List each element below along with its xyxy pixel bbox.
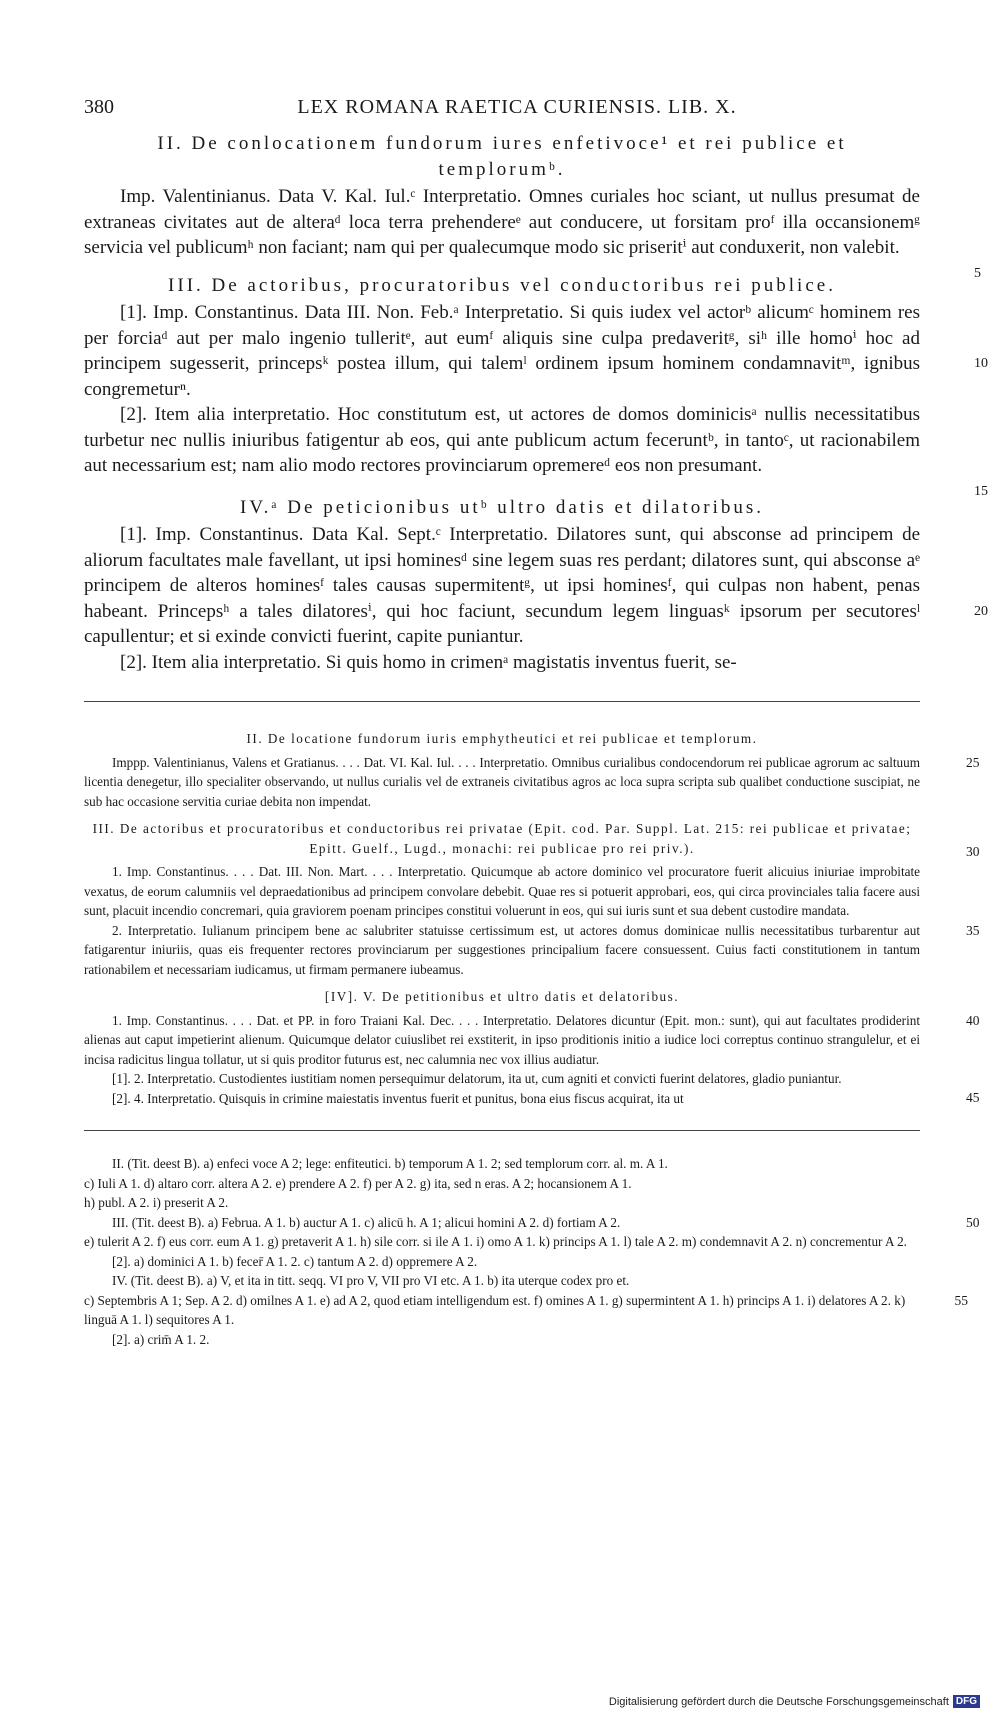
line-number: 15 bbox=[974, 484, 988, 499]
line-number: 40 bbox=[966, 1012, 980, 1028]
page bbox=[84, 96, 988, 1349]
title-ii-line2: templorumᵇ. bbox=[438, 158, 566, 180]
apparatus-ii-body: Imppp. Valentinianus, Valens et Gratianus. . . . Dat. VI. Kal. Iul. . . . Interpretatio. Omnibus curialibus condocendorum rei publicae agrorum ac saltuum licentia denegetur, illo specialiter observando, ut nullus curialis vel de extraneis civitatibus agros ac loca supra scripta sub qualibet conductione suscipiat, ne sub hac occasione servitia curiae debita non impendat. bbox=[84, 754, 920, 809]
apparatus-iii-p1-body: 1. Imp. Constantinus. . . . Dat. III. Non. Mart. . . . Interpretatio. Quicumque ab actore dominico vel procuratore fuerit alicuius iniuriae improbitate vexatus, de eorum calumniis vel depraedationibus ad principem convolare debebit. Quae res si potuerit approbari, eos, qui circa provinciales talia facere ausi sunt, placuit incendio concremari, quia graviorem poenam principes constitui voluerunt in eos, qui sui iuris sunt et sua debent custodire mandata. bbox=[84, 864, 920, 918]
title-ii-line1: II. De conlocationem fundorum iures enfetivoce¹ et rei publice et bbox=[157, 133, 847, 154]
apparatus-title-iv: [IV]. V. De petitionibus et ultro datis et delatoribus. bbox=[324, 989, 680, 1004]
section-ii-text bbox=[84, 184, 981, 281]
note-iv-line2-text: c) Septembris A 1; Sep. A 2. d) omilnes A 1. e) ad A 2, quod etiam intelligendum est. f) omines A 1. g) supermintent A 1. h) princips A 1. i) delatores A 2. k) linguā A 1. l) sequitores A 1. bbox=[84, 1292, 906, 1327]
apparatus-iv-p1-body: 1. Imp. Constantinus. . . . Dat. et PP. in foro Traiani Kal. Dec. . . . Interpretatio. Delatores dicuntur (Epit. mon.: sunt), qui aut facultates prodiderint alienas aut caput impetierint alienum. Quicumque delator cuiuslibet rei exstiterit, in ipso proditionis initio a iudice loci correptus continuo strangulelur, et ei incisa radicitus lingua tollatur, ut si quis proditor futurus est, nec calumnia nec vox illius audiatur. bbox=[84, 1012, 920, 1067]
note-iv-line2 bbox=[84, 1291, 968, 1330]
apparatus-iii-p2 bbox=[84, 921, 980, 980]
section-iii-p1-body: [1]. Imp. Constantinus. Data III. Non. Feb.ᵃ Interpretatio. Si quis iudex vel actorᵇ alicumᶜ hominem res per forciaᵈ aut per malo ingenio tulleritᵉ, aut eumᶠ aliquis sine culpa predaveritᵍ, siʰ ille homoⁱ hoc ad principem sugesserit, princepsᵏ postea illum, qui talemˡ ordinem ipsum hominem condamnavitᵐ, ignibus congremeturⁿ. bbox=[84, 302, 920, 400]
apparatus-title-ii: II. De locatione fundorum iuris emphytheutici et rei publicae et templorum. bbox=[246, 731, 758, 746]
apparatus-iv-p3: [2]. 4. Interpretatio. Quisquis in crimine maiestatis inventus fuerit et punitus, bona eius fiscus acquirat, ita ut bbox=[112, 1090, 684, 1106]
line-number: 35 bbox=[966, 922, 980, 938]
section-iv-p2: [2]. Item alia interpretatio. Si quis homo in crimenᵃ magistatis inventus fuerit, se- bbox=[120, 651, 737, 673]
line-number: 55 bbox=[954, 1292, 968, 1308]
running-header bbox=[84, 96, 920, 119]
note-iii-line1 bbox=[84, 1213, 980, 1233]
apparatus-ii-text bbox=[84, 753, 980, 812]
section-iii-p2 bbox=[84, 402, 988, 499]
apparatus-iv-p1 bbox=[84, 1011, 980, 1070]
apparatus-title-iii bbox=[84, 819, 920, 858]
apparatus-iv-p2-body: [1]. 2. Interpretatio. Custodientes iustitiam nomen persequimur delatorum, ita ut, cum agniti et convicti fuerint delatores, gladio puniantur. bbox=[112, 1071, 842, 1086]
section-iii-p2-body: [2]. Item alia interpretatio. Hoc constitutum est, ut actores de domos dominicisᵃ nullis necessitatibus turbetur nec nullis iniuribus fatigentur ab eos, qui ante publicum actum feceruntᵇ, in tantoᶜ, ut racionabilem aut necessarium est; nam alio modo rectores provinciarum opremereᵈ eos non presumant. bbox=[84, 404, 920, 476]
apparatus-iii-p2-body: 2. Interpretatio. Iulianum principem bene ac salubriter statuisse certissimum est, ut actores domus dominicae nullis necessitatibus turbarentur aut fatigarentur iniuriis, quas eis frequenter rectores provinciarum per suggestiones principalium facere consuessent. Cuius facti constitutionem in tantum rationabilem et necessariam iudicamus, ut firmam permanere iubeamus. bbox=[84, 922, 920, 977]
main-text bbox=[84, 131, 988, 675]
line-number: 10 bbox=[974, 356, 988, 371]
digitization-footer bbox=[609, 1695, 980, 1708]
line-number: 45 bbox=[966, 1090, 980, 1105]
page-number: 380 bbox=[84, 96, 114, 118]
divider-main bbox=[84, 701, 920, 703]
dfg-logo: DFG bbox=[953, 1695, 980, 1708]
section-iv-p1 bbox=[84, 522, 988, 650]
footer-text: Digitalisierung gefördert durch die Deutsche Forschungsgemeinschaft bbox=[608, 1695, 949, 1708]
line-number: 5 bbox=[974, 266, 981, 281]
section-ii-body: Imp. Valentinianus. Data V. Kal. Iul.ᶜ Interpretatio. Omnes curiales hoc sciant, ut nullus presumat de extraneas civitates aut de alteraᵈ loca terra prehendereᵉ aut conducere, ut forsitam proᶠ illa occansionemᵍ servicia vel publicumʰ non faciant; nam qui per qualecumque modo sic priseritⁱ aut conduxerit, non valebit. bbox=[84, 186, 920, 258]
line-number: 30 bbox=[966, 844, 980, 859]
critical-notes bbox=[84, 1154, 980, 1349]
note-ii-line2: c) Iuli A 1. d) altaro corr. altera A 2. e) prendere A 2. f) per A 2. g) ita, sed n eras. A 2; hocansionem A 1. bbox=[84, 1175, 632, 1191]
note-iii-2: [2]. a) dominici A 1. b) fecer̄ A 1. 2. c) tantum A 2. d) oppremere A 2. bbox=[112, 1253, 478, 1269]
title-iv: IV.ᵃ De peticionibus utᵇ ultro datis et dilatoribus. bbox=[240, 496, 764, 518]
apparatus-title-iii-text: III. De actoribus et procuratoribus et conductoribus rei privatae (Epit. cod. Par. Suppl. Lat. 215: rei publicae et privatae; Epitt. Guelf., Lugd., monachi: rei publicae pro rei priv.). bbox=[92, 821, 912, 856]
line-number: 20 bbox=[974, 604, 988, 619]
note-ii-line3: h) publ. A 2. i) preserit A 2. bbox=[84, 1195, 229, 1210]
title-ii bbox=[84, 131, 920, 182]
note-iii-line1-text: III. (Tit. deest B). a) Februa. A 1. b) auctur A 1. c) alicū h. A 1; alicui homini A 2. d) fortiam A 2. bbox=[112, 1214, 621, 1230]
note-ii-line1: II. (Tit. deest B). a) enfeci voce A 2; lege: enfiteutici. b) temporum A 1. 2; sed templorum corr. al. m. A 1. bbox=[112, 1156, 668, 1171]
line-number: 25 bbox=[966, 754, 980, 770]
line-number: 50 bbox=[966, 1214, 980, 1230]
note-iii-line2: e) tulerit A 2. f) eus corr. eum A 1. g) pretaverit A 1. h) sile corr. si ile A 1. i) omo A 1. k) princips A 1. l) tale A 2. m) condemnavit A 2. n) concrementur A 2. bbox=[84, 1234, 907, 1249]
apparatus-iii-p1 bbox=[84, 844, 980, 921]
section-iv-p1-body: [1]. Imp. Constantinus. Data Kal. Sept.ᶜ Interpretatio. Dilatores sunt, qui absconse ad principem de aliorum facultates male favellant, ut ipsi hominesᵈ sine legem suas res perdant; dilatores sunt, qui absconse aᵉ principem de alteros hominesᶠ tales causas supermitentᵍ, ut ipsi hominesᶠ, qui culpas non habent, penas habeant. Princepsʰ a tales dilatoresⁱ, qui hoc faciunt, secundum legem linguasᵏ ipsorum per secutoresˡ capullentur; et si exinde convicti fuerint, capite puniantur. bbox=[84, 524, 920, 647]
divider-notes bbox=[84, 1130, 920, 1132]
note-iv-2: [2]. a) crim̄ A 1. 2. bbox=[112, 1331, 210, 1347]
note-iv-line1: IV. (Tit. deest B). a) V, et ita in titt. seqq. VI pro V, VII pro VI etc. A 1. b) ita uterque codex pro et. bbox=[112, 1273, 630, 1288]
running-title: LEX ROMANA RAETICA CURIENSIS. LIB. X. bbox=[297, 96, 737, 118]
section-iii-p1 bbox=[84, 300, 988, 402]
title-iii: III. De actoribus, procuratoribus vel conductoribus rei publice. bbox=[168, 274, 836, 296]
apparatus bbox=[84, 729, 980, 1108]
